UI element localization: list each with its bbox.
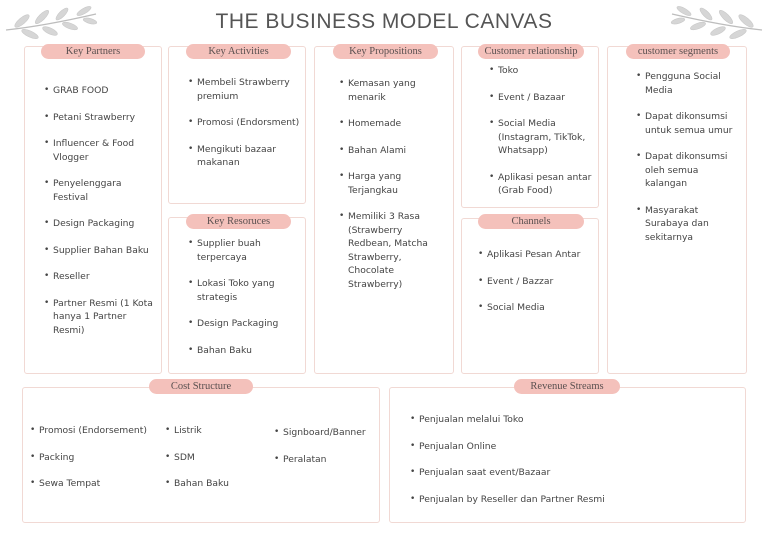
key-partners-label: Key Partners	[41, 44, 145, 59]
list-item: • Supplier buah terpercaya	[188, 237, 300, 264]
key-resources-label: Key Resoruces	[186, 214, 291, 229]
list-item: • Bahan Baku	[165, 477, 255, 491]
list-item: • Supplier Bahan Baku	[44, 244, 156, 258]
cost-structure-label: Cost Structure	[149, 379, 253, 394]
list-item: • Mengikuti bazaar makanan	[188, 143, 300, 170]
cost-structure-col3	[274, 426, 378, 466]
key-propositions-label: Key Propositions	[333, 44, 438, 59]
list-item: • Reseller	[44, 270, 156, 284]
list-item: • Kemasan yang menarik	[339, 77, 447, 104]
list-item: • Packing	[30, 451, 160, 465]
list-item: • Penjualan melalui Toko	[410, 413, 730, 427]
list-item: • Toko	[489, 64, 593, 78]
list-item: • Peralatan	[274, 453, 378, 467]
list-item: • Social Media (Instagram, TikTok, Whatsapp)	[489, 117, 593, 158]
list-item: • Masyarakat Surabaya dan sekitarnya	[636, 204, 742, 245]
list-item: • Aplikasi Pesan Antar	[478, 248, 594, 262]
key-partners-list	[44, 84, 156, 337]
list-item: • Harga yang Terjangkau	[339, 170, 447, 197]
list-item: • Memiliki 3 Rasa (Strawberry Redbean, Matcha Strawberry, Chocolate Strawberry)	[339, 210, 447, 291]
list-item: • Dapat dikonsumsi oleh semua kalangan	[636, 150, 742, 191]
list-item: • Partner Resmi (1 Kota hanya 1 Partner Resmi)	[44, 297, 156, 338]
list-item: • Membeli Strawberry premium	[188, 76, 300, 103]
list-item: • Bahan Baku	[188, 344, 300, 358]
list-item: • Sewa Tempat	[30, 477, 160, 491]
list-item: • Homemade	[339, 117, 447, 131]
list-item: • Penyelenggara Festival	[44, 177, 156, 204]
list-item: • Pengguna Social Media	[636, 70, 742, 97]
key-activities-list	[188, 76, 300, 170]
key-propositions-list	[339, 77, 447, 291]
list-item: • Design Packaging	[44, 217, 156, 231]
key-resources-list	[188, 237, 300, 357]
list-item: • Aplikasi pesan antar (Grab Food)	[489, 171, 593, 198]
customer-relationship-label: Customer relationship	[478, 44, 584, 59]
list-item: • Penjualan saat event/Bazaar	[410, 466, 730, 480]
revenue-streams-list	[410, 413, 730, 506]
list-item: • SDM	[165, 451, 255, 465]
revenue-streams-label: Revenue Streams	[514, 379, 620, 394]
customer-segments-list	[636, 70, 742, 244]
customer-relationship-list	[489, 64, 593, 198]
list-item: • Promosi (Endorsement)	[30, 424, 160, 438]
key-activities-label: Key Activities	[186, 44, 291, 59]
list-item: • Lokasi Toko yang strategis	[188, 277, 300, 304]
cost-structure-col2	[165, 424, 255, 491]
list-item: • Bahan Alami	[339, 144, 447, 158]
list-item: • Influencer & Food Vlogger	[44, 137, 156, 164]
list-item: • Petani Strawberry	[44, 111, 156, 125]
list-item: • Promosi (Endorsment)	[188, 116, 300, 130]
cost-structure-col1	[30, 424, 160, 491]
list-item: • Design Packaging	[188, 317, 300, 331]
list-item: • Penjualan Online	[410, 440, 730, 454]
list-item: • Event / Bazaar	[489, 91, 593, 105]
list-item: • Social Media	[478, 301, 594, 315]
list-item: • GRAB FOOD	[44, 84, 156, 98]
channels-label: Channels	[478, 214, 584, 229]
list-item: • Penjualan by Reseller dan Partner Resmi	[410, 493, 730, 507]
list-item: • Signboard/Banner	[274, 426, 378, 440]
list-item: • Listrik	[165, 424, 255, 438]
list-item: • Event / Bazzar	[478, 275, 594, 289]
customer-segments-label: customer segments	[626, 44, 730, 59]
channels-list	[478, 248, 594, 315]
page-title: THE BUSINESS MODEL CANVAS	[215, 10, 553, 33]
list-item: • Dapat dikonsumsi untuk semua umur	[636, 110, 742, 137]
